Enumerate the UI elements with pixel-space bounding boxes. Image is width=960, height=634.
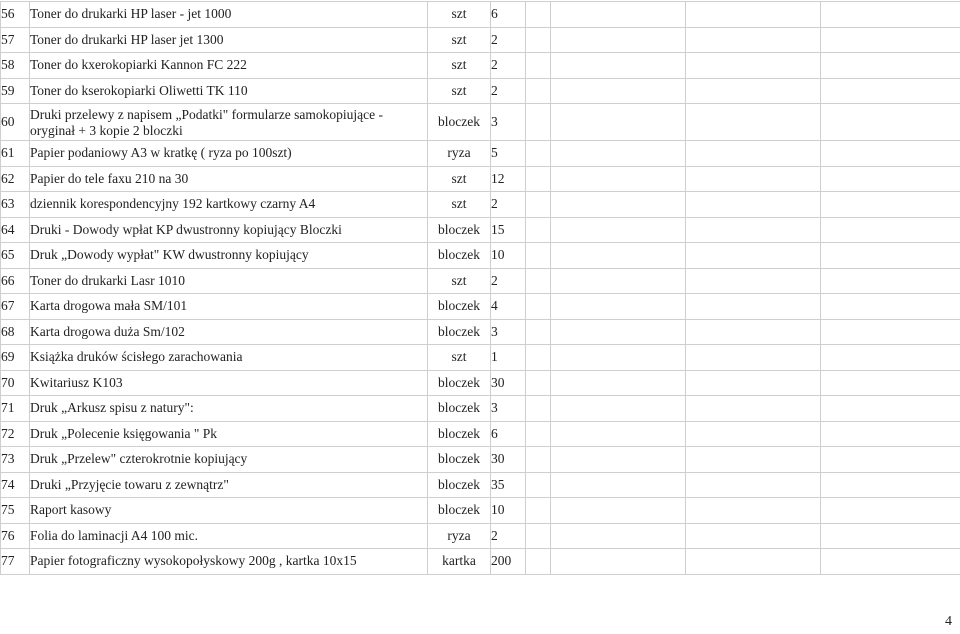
- quantity-cell: 2: [491, 192, 526, 218]
- quantity-cell: 3: [491, 104, 526, 141]
- table-row: [1, 243, 960, 269]
- empty-cell: [526, 78, 551, 104]
- unit-cell: szt: [428, 27, 491, 53]
- empty-cell: [686, 192, 821, 218]
- empty-cell: [526, 268, 551, 294]
- item-name: Kwitariusz K103: [30, 370, 428, 396]
- item-name: Folia do laminacji A4 100 mic.: [30, 523, 428, 549]
- empty-cell: [551, 370, 686, 396]
- empty-cell: [551, 243, 686, 269]
- empty-cell: [551, 27, 686, 53]
- empty-cell: [821, 27, 960, 53]
- empty-cell: [821, 104, 960, 141]
- table-row: [1, 141, 960, 167]
- item-name: Toner do drukarki HP laser jet 1300: [30, 27, 428, 53]
- empty-cell: [551, 166, 686, 192]
- quantity-cell: 30: [491, 447, 526, 473]
- table-row: [1, 447, 960, 473]
- row-number: 64: [1, 217, 30, 243]
- empty-cell: [551, 217, 686, 243]
- table-row: [1, 345, 960, 371]
- item-name: Druki - Dowody wpłat KP dwustronny kopiujący Bloczki: [30, 217, 428, 243]
- table-row: [1, 27, 960, 53]
- empty-cell: [686, 294, 821, 320]
- row-number: 66: [1, 268, 30, 294]
- item-name: Druk „Arkusz spisu z natury":: [30, 396, 428, 422]
- table-row: [1, 2, 960, 28]
- unit-cell: bloczek: [428, 498, 491, 524]
- row-number: 61: [1, 141, 30, 167]
- item-name: Karta drogowa mała SM/101: [30, 294, 428, 320]
- empty-cell: [821, 217, 960, 243]
- unit-cell: szt: [428, 53, 491, 79]
- quantity-cell: 4: [491, 294, 526, 320]
- table-row: [1, 268, 960, 294]
- empty-cell: [686, 2, 821, 28]
- unit-cell: ryza: [428, 523, 491, 549]
- row-number: 65: [1, 243, 30, 269]
- quantity-cell: 15: [491, 217, 526, 243]
- items-table: [0, 1, 960, 575]
- quantity-cell: 6: [491, 2, 526, 28]
- items-table-body: [1, 2, 960, 575]
- unit-cell: szt: [428, 345, 491, 371]
- empty-cell: [821, 2, 960, 28]
- empty-cell: [821, 53, 960, 79]
- unit-cell: bloczek: [428, 319, 491, 345]
- empty-cell: [821, 370, 960, 396]
- empty-cell: [821, 268, 960, 294]
- empty-cell: [551, 294, 686, 320]
- empty-cell: [686, 447, 821, 473]
- row-number: 63: [1, 192, 30, 218]
- empty-cell: [526, 243, 551, 269]
- quantity-cell: 200: [491, 549, 526, 575]
- row-number: 56: [1, 2, 30, 28]
- empty-cell: [821, 472, 960, 498]
- table-row: [1, 217, 960, 243]
- table-row: [1, 523, 960, 549]
- quantity-cell: 10: [491, 243, 526, 269]
- row-number: 68: [1, 319, 30, 345]
- item-name: Druk „Przelew" czterokrotnie kopiujący: [30, 447, 428, 473]
- empty-cell: [551, 268, 686, 294]
- quantity-cell: 2: [491, 53, 526, 79]
- empty-cell: [686, 27, 821, 53]
- row-number: 57: [1, 27, 30, 53]
- empty-cell: [551, 498, 686, 524]
- empty-cell: [526, 523, 551, 549]
- empty-cell: [686, 141, 821, 167]
- item-name: Raport kasowy: [30, 498, 428, 524]
- row-number: 76: [1, 523, 30, 549]
- empty-cell: [686, 243, 821, 269]
- empty-cell: [686, 472, 821, 498]
- row-number: 73: [1, 447, 30, 473]
- empty-cell: [686, 523, 821, 549]
- table-row: [1, 166, 960, 192]
- empty-cell: [821, 396, 960, 422]
- empty-cell: [686, 217, 821, 243]
- table-row: [1, 294, 960, 320]
- empty-cell: [686, 421, 821, 447]
- empty-cell: [686, 345, 821, 371]
- empty-cell: [526, 217, 551, 243]
- quantity-cell: 2: [491, 27, 526, 53]
- table-row: [1, 319, 960, 345]
- empty-cell: [526, 104, 551, 141]
- empty-cell: [526, 370, 551, 396]
- empty-cell: [686, 166, 821, 192]
- unit-cell: szt: [428, 2, 491, 28]
- empty-cell: [526, 192, 551, 218]
- quantity-cell: 10: [491, 498, 526, 524]
- unit-cell: bloczek: [428, 447, 491, 473]
- row-number: 72: [1, 421, 30, 447]
- item-name: Druki „Przyjęcie towaru z zewnątrz": [30, 472, 428, 498]
- unit-cell: szt: [428, 192, 491, 218]
- empty-cell: [526, 294, 551, 320]
- item-name: Druk „Dowody wypłat" KW dwustronny kopiujący: [30, 243, 428, 269]
- empty-cell: [551, 396, 686, 422]
- quantity-cell: 5: [491, 141, 526, 167]
- item-name: dziennik korespondencyjny 192 kartkowy czarny A4: [30, 192, 428, 218]
- unit-cell: bloczek: [428, 294, 491, 320]
- empty-cell: [526, 345, 551, 371]
- quantity-cell: 12: [491, 166, 526, 192]
- item-name: Karta drogowa duża Sm/102: [30, 319, 428, 345]
- quantity-cell: 35: [491, 472, 526, 498]
- empty-cell: [551, 53, 686, 79]
- empty-cell: [551, 319, 686, 345]
- empty-cell: [821, 141, 960, 167]
- row-number: 60: [1, 104, 30, 141]
- item-name: Książka druków ścisłego zarachowania: [30, 345, 428, 371]
- unit-cell: kartka: [428, 549, 491, 575]
- empty-cell: [821, 345, 960, 371]
- quantity-cell: 1: [491, 345, 526, 371]
- empty-cell: [686, 268, 821, 294]
- quantity-cell: 3: [491, 319, 526, 345]
- quantity-cell: 2: [491, 268, 526, 294]
- row-number: 71: [1, 396, 30, 422]
- unit-cell: bloczek: [428, 396, 491, 422]
- table-row: [1, 549, 960, 575]
- empty-cell: [526, 166, 551, 192]
- unit-cell: bloczek: [428, 217, 491, 243]
- empty-cell: [526, 498, 551, 524]
- empty-cell: [686, 396, 821, 422]
- quantity-cell: 30: [491, 370, 526, 396]
- empty-cell: [686, 498, 821, 524]
- unit-cell: bloczek: [428, 243, 491, 269]
- unit-cell: bloczek: [428, 472, 491, 498]
- row-number: 62: [1, 166, 30, 192]
- table-row: [1, 498, 960, 524]
- empty-cell: [526, 27, 551, 53]
- empty-cell: [686, 370, 821, 396]
- empty-cell: [526, 421, 551, 447]
- empty-cell: [526, 447, 551, 473]
- item-name: Toner do kserokopiarki Oliwetti TK 110: [30, 78, 428, 104]
- table-row: [1, 53, 960, 79]
- empty-cell: [821, 294, 960, 320]
- table-row: [1, 78, 960, 104]
- empty-cell: [551, 2, 686, 28]
- table-row: [1, 192, 960, 218]
- item-name: Druki przelewy z napisem „Podatki" formularze samokopiujące - oryginał + 3 kopie 2 bloczki: [30, 104, 428, 141]
- unit-cell: bloczek: [428, 421, 491, 447]
- table-row: [1, 472, 960, 498]
- empty-cell: [686, 549, 821, 575]
- row-number: 77: [1, 549, 30, 575]
- empty-cell: [821, 523, 960, 549]
- empty-cell: [821, 319, 960, 345]
- table-row: [1, 104, 960, 141]
- empty-cell: [821, 549, 960, 575]
- empty-cell: [526, 472, 551, 498]
- quantity-cell: 2: [491, 523, 526, 549]
- empty-cell: [551, 472, 686, 498]
- empty-cell: [551, 78, 686, 104]
- empty-cell: [821, 166, 960, 192]
- row-number: 67: [1, 294, 30, 320]
- empty-cell: [686, 104, 821, 141]
- empty-cell: [526, 141, 551, 167]
- unit-cell: szt: [428, 166, 491, 192]
- empty-cell: [551, 104, 686, 141]
- unit-cell: bloczek: [428, 370, 491, 396]
- table-row: [1, 370, 960, 396]
- row-number: 58: [1, 53, 30, 79]
- table-row: [1, 421, 960, 447]
- row-number: 74: [1, 472, 30, 498]
- quantity-cell: 2: [491, 78, 526, 104]
- item-name: Toner do kxerokopiarki Kannon FC 222: [30, 53, 428, 79]
- item-name: Papier fotograficzny wysokopołyskowy 200g , kartka 10x15: [30, 549, 428, 575]
- empty-cell: [686, 319, 821, 345]
- item-name: Papier do tele faxu 210 na 30: [30, 166, 428, 192]
- empty-cell: [526, 53, 551, 79]
- empty-cell: [551, 141, 686, 167]
- empty-cell: [686, 78, 821, 104]
- unit-cell: ryza: [428, 141, 491, 167]
- empty-cell: [551, 345, 686, 371]
- empty-cell: [526, 2, 551, 28]
- empty-cell: [526, 319, 551, 345]
- empty-cell: [821, 447, 960, 473]
- item-name: Papier podaniowy A3 w kratkę ( ryza po 100szt): [30, 141, 428, 167]
- empty-cell: [526, 396, 551, 422]
- item-name: Druk „Polecenie księgowania " Pk: [30, 421, 428, 447]
- row-number: 75: [1, 498, 30, 524]
- row-number: 69: [1, 345, 30, 371]
- item-name: Toner do drukarki HP laser - jet 1000: [30, 2, 428, 28]
- empty-cell: [821, 498, 960, 524]
- empty-cell: [551, 523, 686, 549]
- page-number: 4: [945, 614, 952, 629]
- table-row: [1, 396, 960, 422]
- unit-cell: szt: [428, 78, 491, 104]
- empty-cell: [551, 447, 686, 473]
- empty-cell: [551, 549, 686, 575]
- quantity-cell: 3: [491, 396, 526, 422]
- item-name: Toner do drukarki Lasr 1010: [30, 268, 428, 294]
- empty-cell: [551, 421, 686, 447]
- empty-cell: [821, 421, 960, 447]
- empty-cell: [821, 78, 960, 104]
- empty-cell: [686, 53, 821, 79]
- row-number: 70: [1, 370, 30, 396]
- empty-cell: [526, 549, 551, 575]
- empty-cell: [821, 192, 960, 218]
- unit-cell: bloczek: [428, 104, 491, 141]
- empty-cell: [821, 243, 960, 269]
- row-number: 59: [1, 78, 30, 104]
- empty-cell: [551, 192, 686, 218]
- unit-cell: szt: [428, 268, 491, 294]
- quantity-cell: 6: [491, 421, 526, 447]
